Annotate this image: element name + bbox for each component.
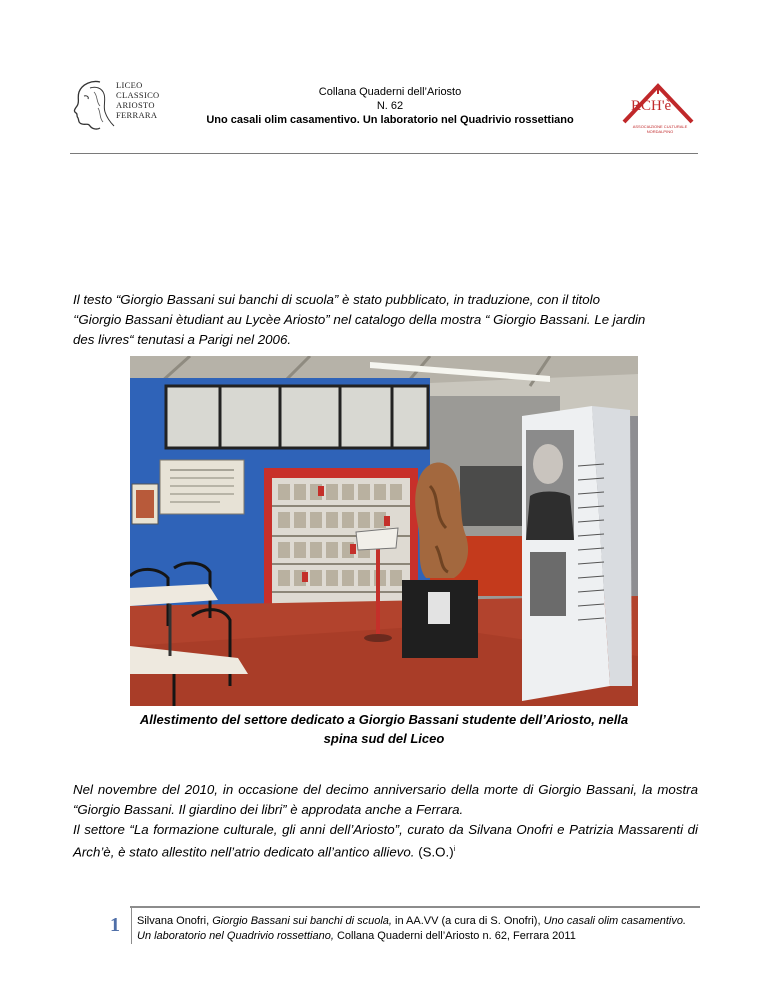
- header-text: [190, 85, 590, 127]
- header-divider: [70, 153, 698, 154]
- footnote-marker[interactable]: i: [453, 846, 456, 853]
- body-paragraph-1: Nel novembre del 2010, in occasione del decimo anniversario della morte di Giorgio Bassani, la mostra “Giorgio Bassani. Il giardino dei libri” è approdata anche a Ferrara.: [73, 782, 698, 817]
- ariosto-profile-icon: [70, 78, 116, 132]
- exhibition-photo: [130, 356, 638, 706]
- page-number: 1: [110, 914, 120, 936]
- footer-vertical-divider: [131, 908, 132, 944]
- arche-subtitle: ASSOCIAZIONE CULTURALE NORDALPINO: [632, 124, 688, 134]
- liceo-logo-text: LICEO CLASSICO ARIOSTO FERRARA: [116, 80, 160, 120]
- body-text: [73, 780, 698, 862]
- series-name: Collana Quaderni dell’Ariosto: [318, 86, 462, 98]
- intro-paragraph: Il testo “Giorgio Bassani sui banchi di scuola” è stato pubblicato, in traduzione, con il titolo ‘‘Giorgio Bassani ètudiant au Lycèe Ariosto” nel catalogo della mostra “ Giorgio Bassani. Le jardin des livres“ tenutasi a Parigi nel 2006.: [73, 292, 646, 347]
- photo-caption: Allestimento del settore dedicato a Giorgio Bassani studente dell’Ariosto, nella spina sud del Liceo: [139, 712, 629, 746]
- footer-citation: Silvana Onofri, Giorgio Bassani sui banchi di scuola, in AA.VV (a cura di S. Onofri), Uno casali olim casamentivo. Un laboratorio nel Quadrivio rossettiano, Collana Quaderni dell’Ariosto n. 62, Ferrara 2011: [137, 915, 687, 942]
- author-signature: (S.O.): [418, 844, 454, 860]
- book-title: Uno casali olim casamentivo. Un laboratorio nel Quadrivio rossettiano: [206, 114, 574, 126]
- body-paragraph-2: Il settore “La formazione culturale, gli anni dell’Ariosto”, curato da Silvana Onofri e Patrizia Massarenti di Arch’è, è stato allestito nell’atrio dedicato all’antico allievo. $(S.O.)^i$: [73, 822, 698, 860]
- liceo-ariosto-logo: [70, 78, 182, 132]
- arche-brand: RCH'è: [631, 98, 672, 114]
- series-number: N. 62: [376, 100, 404, 112]
- footer-divider: [130, 906, 700, 908]
- arche-logo: [618, 82, 698, 144]
- exhibition-photo-illustration: [130, 356, 638, 706]
